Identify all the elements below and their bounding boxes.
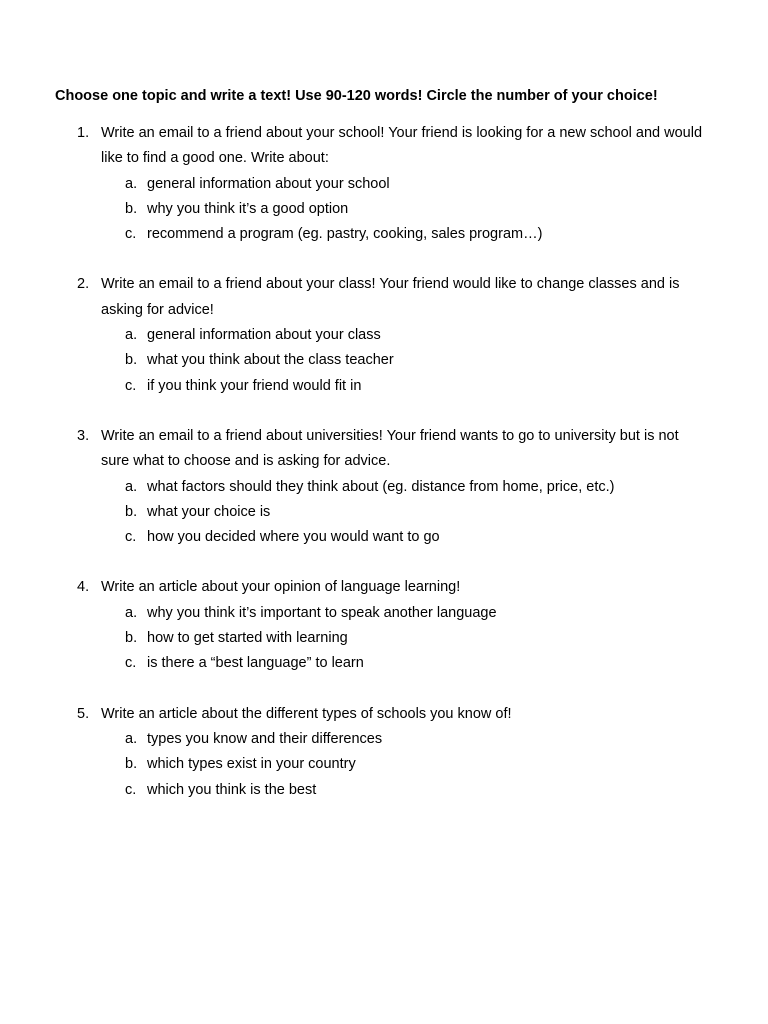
subtopic-text: what factors should they think about (eg. distance from home, price, etc.) <box>147 478 615 495</box>
subtopic-item <box>0 525 768 550</box>
subtopic-letter: c. <box>125 781 137 798</box>
topic-text: Write an email to a friend about your class! Your friend would like to change classes and is asking for advice! <box>101 276 680 318</box>
topic-number: 5. <box>77 705 90 722</box>
subtopic-item <box>0 500 768 525</box>
instruction-heading: Choose one topic and write a text! Use 90-120 words! Circle the number of your choice! <box>55 88 658 104</box>
subtopic-item <box>0 172 768 197</box>
subtopic-letter: c. <box>125 377 137 394</box>
subtopic-list <box>0 475 768 551</box>
topic-text: Write an email to a friend about your school! Your friend is looking for a new school and would like to find a good one. Write about: <box>101 125 703 167</box>
topic-number: 2. <box>77 276 90 293</box>
subtopic-list <box>0 601 768 677</box>
topic-item <box>0 424 768 550</box>
subtopic-text: how to get started with learning <box>147 630 348 647</box>
subtopic-list <box>0 727 768 803</box>
subtopic-item <box>0 626 768 651</box>
topic-list <box>0 121 768 828</box>
subtopic-letter: c. <box>125 226 137 243</box>
subtopic-list <box>0 172 768 248</box>
subtopic-text: types you know and their differences <box>147 730 383 747</box>
subtopic-text: why you think it’s a good option <box>147 200 349 217</box>
subtopic-text: which types exist in your country <box>147 756 356 773</box>
subtopic-item <box>0 752 768 777</box>
subtopic-item <box>0 323 768 348</box>
subtopic-item <box>0 222 768 247</box>
topic-text: Write an article about the different types of schools you know of! <box>101 705 512 722</box>
topic-item <box>0 702 768 803</box>
subtopic-letter: c. <box>125 529 137 546</box>
subtopic-letter: a. <box>125 604 138 621</box>
subtopic-letter: b. <box>125 630 138 647</box>
subtopic-letter: b. <box>125 200 138 217</box>
subtopic-item <box>0 601 768 626</box>
topic-item <box>0 575 768 676</box>
subtopic-text: general information about your class <box>147 327 381 344</box>
subtopic-letter: b. <box>125 503 138 520</box>
subtopic-text: is there a “best language” to learn <box>147 655 364 672</box>
subtopic-letter: b. <box>125 352 138 369</box>
subtopic-list <box>0 323 768 399</box>
subtopic-item <box>0 197 768 222</box>
subtopic-text: which you think is the best <box>147 781 317 798</box>
subtopic-letter: c. <box>125 655 137 672</box>
subtopic-item <box>0 348 768 373</box>
topic-text: Write an email to a friend about universities! Your friend wants to go to university but is not sure what to choose and is asking for advice. <box>101 427 679 470</box>
topic-number: 3. <box>77 427 90 444</box>
topic-item <box>0 272 768 398</box>
subtopic-text: how you decided where you would want to go <box>147 529 440 546</box>
subtopic-item <box>0 778 768 803</box>
topic-text: Write an article about your opinion of language learning! <box>101 579 461 596</box>
topic-item <box>0 121 768 247</box>
subtopic-letter: a. <box>125 478 138 495</box>
subtopic-item <box>0 475 768 500</box>
subtopic-text: general information about your school <box>147 175 390 192</box>
subtopic-text: why you think it’s important to speak another language <box>147 604 497 621</box>
subtopic-item <box>0 727 768 752</box>
subtopic-letter: a. <box>125 175 138 192</box>
topic-number: 4. <box>77 579 90 596</box>
subtopic-text: what you think about the class teacher <box>147 352 394 369</box>
subtopic-item <box>0 374 768 399</box>
subtopic-text: if you think your friend would fit in <box>147 377 362 394</box>
subtopic-letter: a. <box>125 327 138 344</box>
subtopic-item <box>0 651 768 676</box>
topic-number: 1. <box>77 125 90 141</box>
subtopic-text: what your choice is <box>147 503 271 520</box>
subtopic-letter: b. <box>125 756 138 773</box>
subtopic-text: recommend a program (eg. pastry, cooking, sales program…) <box>147 226 543 243</box>
subtopic-letter: a. <box>125 730 138 747</box>
